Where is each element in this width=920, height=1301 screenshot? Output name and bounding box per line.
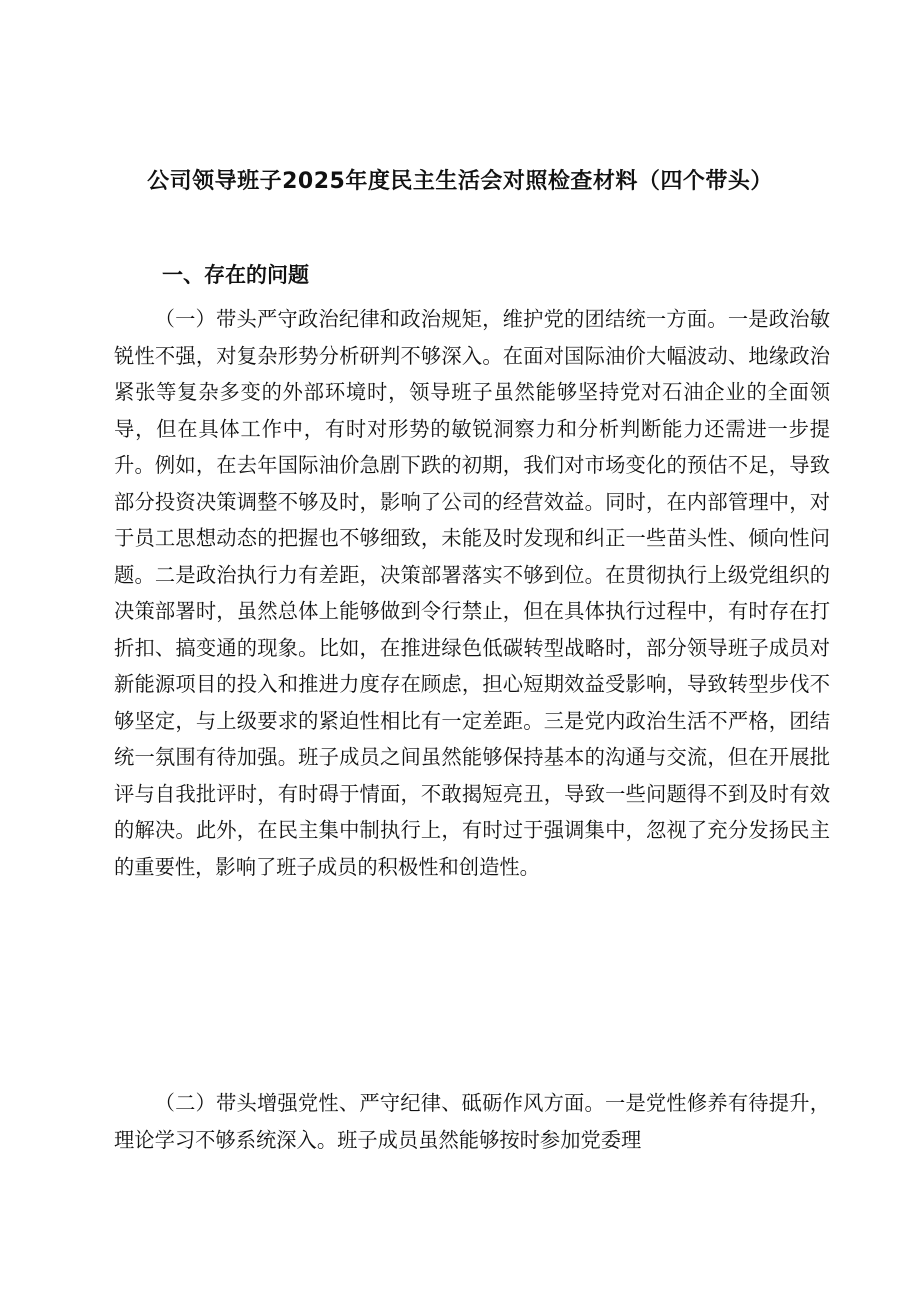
body-paragraph: （一）带头严守政治纪律和政治规矩，维护党的团结统一方面。一是政治敏锐性不强，对复杂形势分析研判不够深入。在面对国际油价大幅波动、地缘政治紧张等复杂多变的外部环境时，领导班子虽然能够坚持党对石油企业的全面领导，但在具体工作中，有时对形势的敏锐洞察力和分析判断能力还需进一步提升。例如，在去年国际油价急剧下跌的初期，我们对市场变化的预估不足，导致部分投资决策调整不够及时，影响了公司的经营效益。同时，在内部管理中，对于员工思想动态的把握也不够细致，未能及时发现和纠正一些苗头性、倾向性问题。二是政治执行力有差距，决策部署落实不够到位。在贯彻执行上级党组织的决策部署时，虽然总体上能够做到令行禁止，但在具体执行过程中，有时存在打折扣、搞变通的现象。比如，在推进绿色低碳转型战略时，部分领导班子成员对新能源项目的投入和推进力度存在顾虑，担心短期效益受影响，导致转型步伐不够坚定，与上级要求的紧迫性相比有一定差距。三是党内政治生活不严格，团结统一氛围有待加强。班子成员之间虽然能够保持基本的沟通与交流，但在开展批评与自我批评时，有时碍于情面，不敢揭短亮丑，导致一些问题得不到及时有效的解决。此外，在民主集中制执行上，有时过于强调集中，忽视了充分发扬民主的重要性，影响了班子成员的积极性和创造性。 [114,307,830,879]
document-title: 公司领导班子2025年度民主生活会对照检查材料（四个带头） [147,169,773,194]
section-heading: 一、存在的问题 [162,263,309,287]
body-paragraph: （二）带头增强党性、严守纪律、砥砺作风方面。一是党性修养有待提升，理论学习不够系统深入。班子成员虽然能够按时参加党委理 [114,1091,830,1152]
